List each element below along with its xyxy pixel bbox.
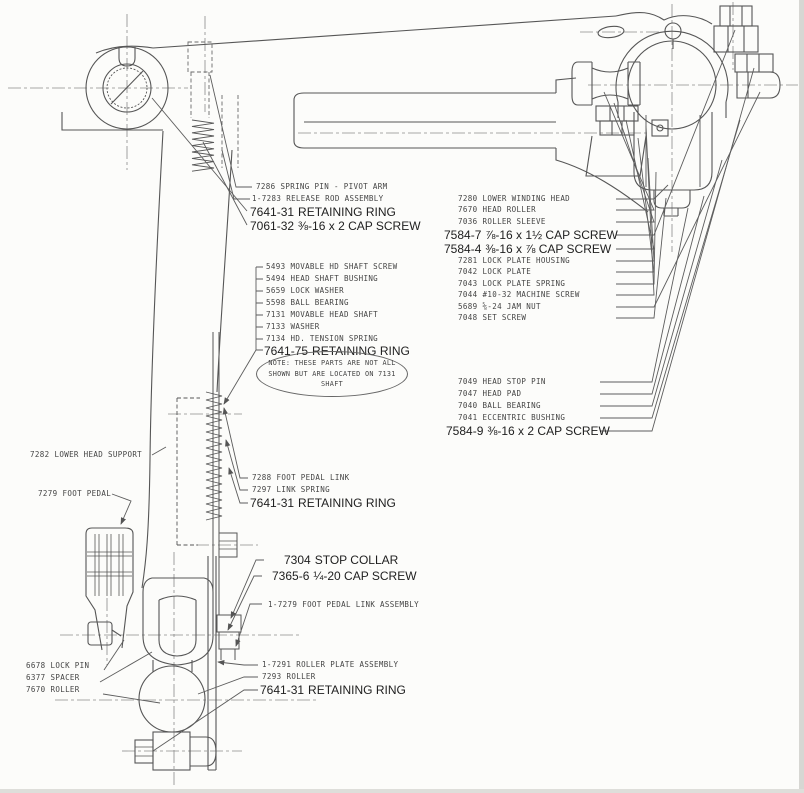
part-label-7042: 7042 LOCK PLATE — [458, 267, 532, 276]
page-edge-right — [799, 0, 804, 793]
part-label-7061-32: 7061-32 ⅜-16 x 2 CAP SCREW — [250, 219, 421, 233]
part-label-7584-9: 7584-9 ⅜-16 x 2 CAP SCREW — [446, 424, 610, 438]
lock-pin — [88, 622, 121, 645]
part-label-1-7283: 1-7283 RELEASE ROD ASSEMBLY — [252, 194, 384, 203]
part-label-7280: 7280 LOWER WINDING HEAD — [458, 194, 571, 203]
part-label-7044: 7044 #10-32 MACHINE SCREW — [458, 290, 580, 299]
part-label-7279: 7279 FOOT PEDAL — [38, 489, 112, 498]
pedal-yoke — [143, 578, 213, 672]
part-label-7670-head: 7670 HEAD ROLLER — [458, 205, 536, 214]
part-label-7584-4: 7584-4 ⅜-16 x ⅞ CAP SCREW — [444, 242, 612, 256]
link-nut-upper — [217, 615, 241, 632]
part-label-7641-75: 7641-75 RETAINING RING — [264, 344, 410, 358]
note-bubble: NOTE: THESE PARTS ARE NOT ALL SHOWN BUT ARE LOCATED ON 7131 SHAFT — [256, 351, 408, 397]
part-label-7049: 7049 HEAD STOP PIN — [458, 377, 546, 386]
part-label-7131: 7131 MOVABLE HEAD SHAFT — [266, 310, 379, 319]
part-label-5493: 5493 MOVABLE HD SHAFT SCREW — [266, 262, 398, 271]
part-label-6678: 6678 LOCK PIN — [26, 661, 90, 670]
bottom-roller — [139, 666, 205, 732]
part-label-5689: 5689 ⅝-24 JAM NUT — [458, 302, 541, 311]
part-label-7133: 7133 WASHER — [266, 322, 320, 331]
part-label-7297: 7297 LINK SPRING — [252, 485, 330, 494]
roller-bolt-plug — [190, 737, 216, 766]
part-label-7365-6: 7365-6 ¼-20 CAP SCREW — [272, 569, 417, 583]
winding-head-assembly — [572, 6, 780, 216]
part-label-7670-roller: 7670 ROLLER — [26, 685, 80, 694]
part-label-7040: 7040 BALL BEARING — [458, 401, 541, 410]
part-label-7134: 7134 HD. TENSION SPRING — [266, 334, 379, 343]
part-label-7641-31-link: 7641-31 RETAINING RING — [250, 496, 396, 510]
roller-plate-assembly — [135, 556, 216, 770]
part-label-7282: 7282 LOWER HEAD SUPPORT — [30, 450, 143, 459]
part-label-7304: 7304 STOP COLLAR — [284, 553, 399, 567]
pedal-link-rod — [206, 332, 241, 660]
foot-pedal — [86, 528, 133, 650]
head-cap-screw — [714, 26, 758, 52]
part-label-5659: 5659 LOCK WASHER — [266, 286, 344, 295]
part-label-7041: 7041 ECCENTRIC BUSHING — [458, 413, 566, 422]
roller-bolt-head — [135, 740, 153, 763]
part-label-7281: 7281 LOCK PLATE HOUSING — [458, 256, 571, 265]
part-label-5598: 5598 BALL BEARING — [266, 298, 349, 307]
center-lines — [8, 2, 798, 788]
page-edge-bottom — [0, 789, 804, 793]
part-label-7641-31-roller: 7641-31 RETAINING RING — [260, 683, 406, 697]
part-label-7036: 7036 ROLLER SLEEVE — [458, 217, 546, 226]
link-nut-lower — [219, 632, 239, 649]
part-label-7048: 7048 SET SCREW — [458, 313, 527, 322]
pivot-spring — [192, 120, 214, 171]
part-label-7286: 7286 SPRING PIN - PIVOT ARM — [256, 182, 388, 191]
part-label-7047: 7047 HEAD PAD — [458, 389, 522, 398]
part-label-7641-31: 7641-31 RETAINING RING — [250, 205, 396, 219]
part-label-6377: 6377 SPACER — [26, 673, 80, 682]
part-label-7293: 7293 ROLLER — [262, 672, 316, 681]
part-label-5494: 5494 HEAD SHAFT BUSHING — [266, 274, 379, 283]
part-label-1-7291: 1-7291 ROLLER PLATE ASSEMBLY — [262, 660, 399, 669]
part-label-7043: 7043 LOCK PLATE SPRING — [458, 279, 566, 288]
part-label-1-7279: 1-7279 FOOT PEDAL LINK ASSEMBLY — [268, 600, 419, 609]
part-label-7584-7: 7584-7 ⅞-16 x 1½ CAP SCREW — [444, 228, 618, 242]
part-label-7288: 7288 FOOT PEDAL LINK — [252, 473, 350, 482]
link-spring — [206, 392, 222, 520]
